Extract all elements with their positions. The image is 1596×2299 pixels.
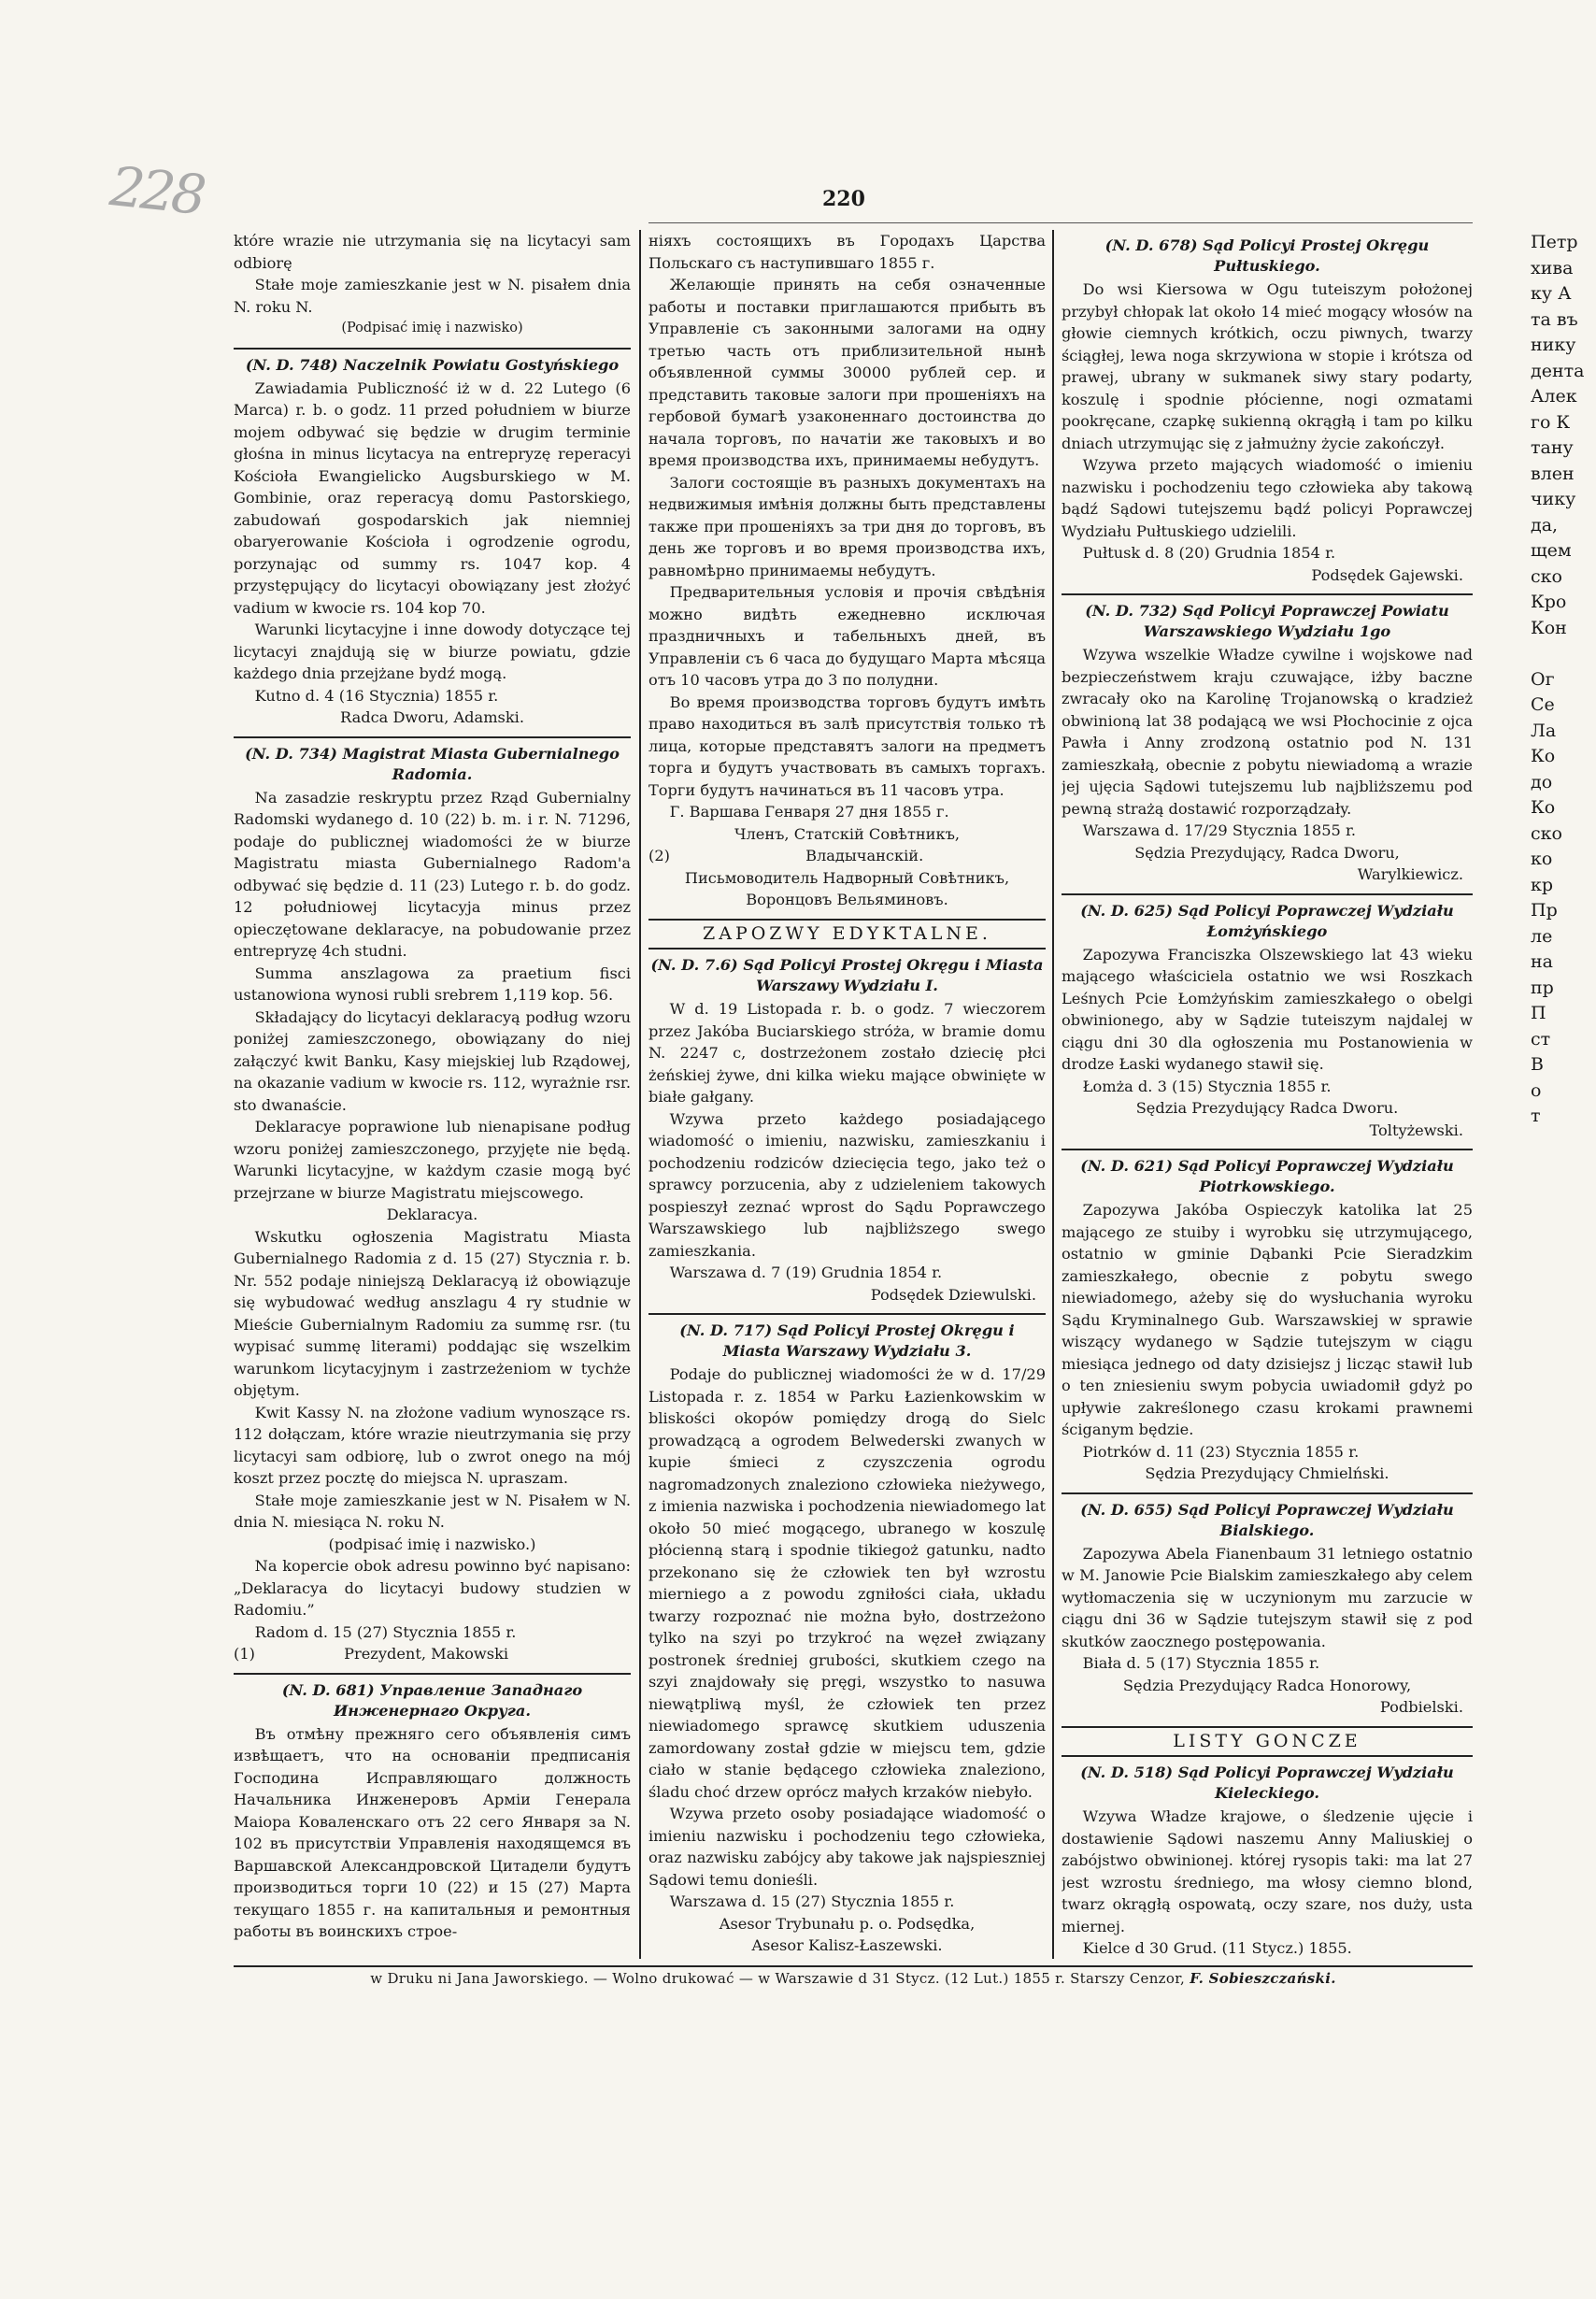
notice-n706 [648, 955, 1046, 1306]
notice-body: Желающіе принять на себя означенные работы и поставки приглашаются прибыть въ Управленіе съ законными залогами на одну третью часть отъ приблизительной нынѣ объявленной суммы 30000 рублей сер. и представить таковые залоги при прошеніяхъ на гербовой бумагѣ узаконеннаго достоинства до начала торговъ, по начатіи же таковыхъ и во время производства ихъ, принимаемы небудутъ. [648, 276, 1046, 469]
notice-separator [1062, 1492, 1473, 1494]
strip-line: ко [1531, 849, 1553, 869]
notice-signature: Sędzia Prezydujący, Radca Dworu, [1134, 843, 1400, 862]
strip-line: ст [1531, 1028, 1551, 1050]
notice-n732 [1062, 601, 1473, 886]
carry-text: ніяхъ состоящихъ въ Городахъ Царства Польскаго съ наступившаго 1855 г. [648, 232, 1046, 272]
notice-n678 [1062, 236, 1473, 586]
notice-body: Zapozywa Abela Fianenbaum 31 letniego ostatnio w M. Janowie Pcie Bialskim zamieszkałego aby celem wytłomaczenia się w uczynionym mu zarzucie w ciągu dni 36 w Sądzie tutejszym stawił się z pod skutków zaocznego postępowania. [1062, 1544, 1473, 1650]
notice-n734 [234, 744, 631, 1665]
imprint-line [234, 1970, 1473, 1987]
notice-n518 [1062, 1763, 1473, 1962]
notice-header: (N. D. 732) Sąd Policyi Poprawczej Powiatu Warszawskiego Wydziału 1go [1085, 602, 1449, 640]
strip-line: т [1531, 1106, 1541, 1126]
residence-line: Stałe moje zamieszkanie jest w N. pisałem dnia N. roku N. [234, 276, 631, 316]
notice-signature: Podsędek Gajewski. [1311, 565, 1463, 584]
notice-marker: (1) [234, 1645, 255, 1663]
notice-n681 [234, 1680, 631, 1943]
notice-signature: Asesor Kalisz-Łaszewski. [751, 1936, 943, 1954]
notice-body: Na zasadzie reskryptu przez Rząd Gubernialny Radomski wydanego d. 10 (22) b. m. i r. N. 71296, podaje do publicznej wiadomości że w biurze Magistratu miasta Gubernialnego Radom'a odbywać się będzie d. 11 (23) Lutego r. b. do godz. 12 południowej licytacyja minus przez opieczętowane deklaracye, na pobudowanie przez entrepryzę 4ch studni. [234, 788, 631, 960]
strip-line: Ла [1531, 720, 1557, 741]
notice-signature: Sędzia Prezydujący Radca Honorowy, [1122, 1676, 1412, 1694]
section-banner-edicts: ZAPOZWY EDYKTALNE. [648, 919, 1046, 950]
strip-line: ско [1531, 565, 1562, 587]
notice-place-date: Warszawa d. 15 (27) Stycznia 1855 r. [669, 1892, 955, 1910]
notice-header: (N. D. 681) Управление Западнаго Инженернаго Округа. [281, 1680, 583, 1720]
notice-place-date: Pułtusk d. 8 (20) Grudnia 1854 r. [1082, 544, 1336, 562]
column-divider-2 [1052, 230, 1054, 1959]
notice-body: Wskutku ogłoszenia Magistratu Miasta Gubernialnego Radomia z d. 15 (27) Stycznia r. b. Nr. 552 podaje niniejszą Deklaracyą iż obowiązuje się wybudować według anszlagu 4 ry studnie w Mieście Gubernialnym Radomiu za summę rsr. (tu wypisać summę literami) poddając się wszelkim warunkom licytacyjnym i zastrzeżeniom w tychże objętym. [234, 1227, 631, 1399]
notice-n655 [1062, 1500, 1473, 1719]
notice-body: Zapozywa Jakóba Ospieczyk katolika lat 25 mającego ze stuiby i wyrobku się utrzymującego, ostatnio w gminie Dąbanki Pcie Sieradzkim zamieszkałego, obecnie z pobytu swego niewiadomego, ażeby się do wysłuchania wyroku Sądu Kryminalnego Gub. Warszawskiej w sprawie wiszący wydanego w Sądzie tutejszym w ciągu miesiąca jednego od daty dzisiejsz j licząc stawił lub o ten zniesieniu swym pobycia uwiadomił gdyż po upływie zakreślonego czasu krokami prawnemi ściganym będzie. [1062, 1201, 1473, 1438]
notice-body: Wzywa Władze krajowe, o śledzenie ujęcie i dostawienie Sądowi naszemu Anny Maliuskiej o zabójstwo obwinionej. której rysopis taki: ma lat 27 jest wzrostu średniego, ma włosy ciemno blond, twarz okrągłą ospowatą, oczy szare, nos duży, usta miernej. [1062, 1807, 1473, 1935]
notice-signature [1062, 1960, 1473, 1963]
notice-body: Zapozywa Franciszka Olszewskiego lat 43 wieku mającego właściciela ostatnio we wsi Roszkach Leśnych Pcie Łomżyńskim zamieszkałego o obelgi obwinionego, aby w Sądzie tuteiszym najdalej w ciągu dni 30 dla ogłoszenia mu Postanowienia w drodze Łaski wydanego stawił się. [1062, 945, 1473, 1073]
strip-line: ку А [1531, 283, 1572, 304]
strip-line: нику [1531, 335, 1576, 355]
notice-body: Na kopercie obok adresu powinno być napisano: „Deklaracya do licytacyi budowy studzien w Radomiu.” [234, 1557, 631, 1619]
notice-header: (N. D. 518) Sąd Policyi Poprawczej Wydziału Kieleckiego. [1080, 1764, 1454, 1802]
declaration-heading: Deklaracya. [386, 1206, 478, 1223]
notice-body: Wzywa przeto mających wiadomość o imieniu nazwisku i pochodzeniu tego człowieka aby takową bądź Sądowi tutejszemu bądź policyi Poprawczej Wydziału Pułtuskiego udzielili. [1062, 456, 1473, 540]
notice-body: Warunki licytacyjne i inne dowody dotyczące tej licytacyi znajdują się w biurze powiatu, gdzie każdego dnia przejżane bydź mogą. [234, 621, 631, 682]
notice-signature: Sędzia Prezydujący Chmielński. [1145, 1464, 1389, 1482]
notice-signature: Podsędek Dziewulski. [870, 1285, 1036, 1304]
notice-header: (N. D. 621) Sąd Policyi Poprawczej Wydziału Piotrkowskiego. [1080, 1157, 1454, 1195]
notice-signature: Воронцовъ Вельяминовъ. [746, 891, 948, 908]
notice-signature: Sędzia Prezydujący Radca Dworu. [1135, 1099, 1399, 1117]
strip-line: го К [1531, 411, 1571, 433]
page-number: 220 [822, 187, 865, 211]
strip-line: влен [1531, 463, 1575, 484]
strip-line [1531, 641, 1596, 667]
strip-line: пр [1531, 977, 1554, 998]
notice-body: W d. 19 Listopada r. b. o godz. 7 wieczorem przez Jakóba Buciarskiego stróża, w bramie domu N. 2247 c, dostrzeżonem zostało dziecię płci żeńskiej żywe, dni kilka wieku mające obwinięte w białe gałgany. [648, 1000, 1046, 1106]
column-3 [1062, 230, 1473, 1962]
notice-header: (N. D. 7.6) Sąd Policyi Prostej Okręgu i Miasta Warszawy Wydziału I. [650, 956, 1044, 994]
notice-body: Wzywa przeto osoby posiadające wiadomość o imieniu nazwisku i pochodzeniu tego człowieka, oraz nazwisku zabójcy aby takowe jak najspieszniej Sądowi temu donieśli. [648, 1805, 1046, 1889]
notice-body: Do wsi Kiersowa w Ogu tuteiszym położonej przybył chłopak lat około 14 mieć mogący włosów na głowie ciemnych krótkich, oczu piwnych, twarzy ściągłej, lewa noga skrzywiona w stopie i krótsza od prawej, ubrany w sukmanek siwy stary podarty, koszulę i spodnie płócienne, nogi ozmatami pookręcane, czapkę sukienną okrągłą i tam po kilku dniach utrzymując się z jałmużny życie zakończył. [1062, 280, 1473, 452]
strip-line: щем [1531, 540, 1572, 561]
notice-separator [648, 1313, 1046, 1315]
column-divider-1 [639, 230, 641, 1959]
notice-separator [234, 1673, 631, 1675]
strip-line: на [1531, 951, 1553, 972]
notice-n621 [1062, 1156, 1473, 1485]
notice-body: Wzywa wszelkie Władze cywilne i wojskowe nad bezpieczeństwem kraju czuwające, iżby baczne zwracały oko na Karolinę Trojanowską o kradzież obwinioną lat 38 podającą we wsi Płochocinie z ojca Pawła i Anny zrodzoną ostatnio pod N. 131 zamieszkałą, obecnie z pobytu niewiadomą a wrazie jej ujęcia Sądowi tutejszemu lub najbliższemu pod pewną strażą dostawić rozporządzały. [1062, 646, 1473, 818]
notice-place-date: Warszawa d. 7 (19) Grudnia 1854 r. [669, 1264, 943, 1281]
strip-line: Се [1531, 694, 1555, 715]
strip-line: Пр [1531, 900, 1558, 921]
censor-name: F. Sobieszczański. [1190, 1970, 1336, 1987]
notice-body: Wzywa przeto każdego posiadającego wiadomość o imieniu, nazwisku, zamieszkaniu i pochodzeniu rodziców dziecięcia tego, jako też o sprawcy porzucenia, aby z udzieleniem takowych pospieszył zeznać wprost do Sądu Poprawczego Warszawskiego lub najbliższego swego zamieszkania. [648, 1109, 1046, 1260]
notice-signature: Членъ, Статскій Совѣтникъ, [734, 824, 961, 843]
notice-signature: Письмоводитель Надворный Совѣтникъ, [684, 868, 1010, 887]
strip-line: Петр [1531, 232, 1578, 252]
notice-body: Summa anszlagowa za praetium fisci ustanowiona wynosi rubli srebrem 1,119 kop. 56. [234, 964, 631, 1004]
strip-line: В [1531, 1054, 1544, 1075]
notice-body: Kwit Kassy N. na złożone vadium wynoszące rs. 112 dołączam, które wrazie nieutrzymania się przy licytacyi sam odbiorę, lub o zwrot onego na mój koszt przez pocztę do miejsca N. upraszam. [234, 1403, 631, 1487]
strip-line: чику [1531, 489, 1576, 509]
notice-place-date: Kutno d. 4 (16 Stycznia) 1855 r. [254, 686, 499, 705]
notice-signature: Prezydent, Makowski [344, 1645, 509, 1663]
signature-hint: (Podpisać imię i nazwisko) [341, 321, 523, 336]
strip-line: Кон [1531, 617, 1567, 638]
strip-line: да, [1531, 514, 1559, 535]
notice-place-date: Warszawa d. 17/29 Stycznia 1855 r. [1082, 821, 1357, 839]
notice-separator [1062, 893, 1473, 895]
notice-body: Во время производства торговъ будутъ имѣть право находиться въ залѣ присутствія только тѣ лица, которые представятъ залоги на предметъ торга и будутъ участвовать въ самыхъ торгахъ. Торги будутъ начинаться въ 11 часовъ утра. [648, 693, 1046, 799]
strip-line: Ко [1531, 746, 1556, 766]
notice-signature: Podbielski. [1379, 1698, 1463, 1716]
notice-place-date: Г. Варшава Генваря 27 дня 1855 г. [669, 803, 949, 821]
notice-header: (N. D. 678) Sąd Policyi Prostej Okręgu Pułtuskiego. [1104, 236, 1430, 275]
notice-body: (podpisać imię i nazwisko.) [328, 1535, 536, 1553]
notice-separator [234, 736, 631, 738]
strip-line: дента [1531, 360, 1585, 381]
notice-place-date: Piotrków d. 11 (23) Stycznia 1855 r. [1082, 1442, 1360, 1461]
strip-line: ле [1531, 925, 1553, 947]
notice-separator [1062, 593, 1473, 595]
notice-body: Залоги состоящіе въ разныхъ документахъ на недвижимыя имѣнія должны быть представлены также при прошеніяхъ за три дня до торговъ, въ день же торговъ и во время производства ихъ, равномѣрно принимаемы небудутъ. [648, 473, 1046, 579]
column-2 [648, 230, 1046, 1962]
notice-header: (N. D. 625) Sąd Policyi Poprawczej Wydziału Łomżyńskiego [1080, 901, 1454, 940]
notice-body: Предварительныя условія и прочія свѣдѣнія можно видѣть ежедневно исключая праздничныхъ и табельныхъ дней, въ Управленіи съ 6 часа до будущаго Марта мѣсяца отъ 10 часовъ утра до 3 по полудни. [648, 583, 1046, 689]
notice-signature: Asesor Trybunału p. o. Podsędka, [719, 1914, 976, 1933]
strip-line: Алек [1531, 386, 1577, 407]
handwritten-page-note: 228 [107, 154, 207, 227]
bottom-rule [234, 1965, 1473, 1967]
column-1 [234, 230, 631, 1962]
strip-line: тану [1531, 437, 1574, 458]
next-page-edge-strip [1531, 230, 1596, 1735]
notice-body: Deklaracye poprawione lub nienapisane podług wzoru poniżej zamieszczonego, przyjęte nie będą. Warunki licytacyjne, w każdym czasie mogą być przejrzane w biurze Magistratu miejscowego. [234, 1118, 631, 1202]
strip-line: П [1531, 1003, 1546, 1023]
notice-place-date: Biała d. 5 (17) Stycznia 1855 r. [1082, 1654, 1320, 1672]
section-banner-wanted: LISTY GONCZE [1062, 1726, 1473, 1758]
notice-body: Zawiadamia Publiczność iż w d. 22 Lutego (6 Marca) r. b. o godz. 11 przed południem w biurze mojem odbywać się będzie w drugim terminie głośna in minus licytacya na entrepryzę reperacyi Kościoła Ewangielicko Augsburskiego w M. Gombinie, oraz reperacyą domu Pastorskiego, zabudowań gospodarskich jak niemniej obaryerowanie Kościoła i ogrodzenie ogrodu, porzynając od summy rs. 1047 kop. 4 przystępujący do licytacyi obowiązany jest złożyć vadium w kwocie rs. 104 kop 70. [234, 378, 631, 617]
notice-body: Podaje do publicznej wiadomości że w d. 17/29 Listopada r. z. 1854 w Parku Łazienkowskim w bliskości okopów pomiędzy drogą do Sielc prowadzącą a ogrodem Belwederski zwanych w kupie śmieci z czyszczenia ogrodu nagromadzonych znaleziono człowieka nieżywego, z imienia nazwiska i pochodzenia niewiadomego lat około 50 mieć mogącego, ubranego w koszulę płócienną starą i spodnie tikiegoż gatunku, nadto przekonano się że człowiek ten był wzrostu mierniego a z powodu zgniłości ciała, układu twarzy rozpoznać nie można było, dostrzeżono tylko na szyi po trzykroć na węzeł związany postronek średniej grubości, skutkiem czego na szyi znajdowały się pręgi, wszystko to nasuwa niewątpliwą myśl, że człowiek ten przez niewiadomego sprawcę skutkiem uduszenia zamordowany został gdzie w miejscu tem, gdzie ciało w stanie będącego człowieka znaleziono, śladu choć drzew oprócz małych krzaków niebyło. [648, 1365, 1046, 1801]
notice-separator [1062, 1149, 1473, 1150]
notice-signature: Radca Dworu, Adamski. [340, 708, 524, 726]
notice-header: (N. D. 717) Sąd Policyi Prostej Okręgu i Miasta Warszawy Wydziału 3. [679, 1321, 1015, 1360]
notice-signature: Warylkiewicz. [1357, 865, 1463, 883]
notice-place-date: Radom d. 15 (27) Stycznia 1855 r. [254, 1622, 517, 1641]
notice-n717 [648, 1321, 1046, 1957]
top-rule [648, 222, 1473, 223]
strip-line: Кро [1531, 592, 1567, 612]
notice-signature: Toltyżewski. [1369, 1121, 1463, 1139]
notice-body: Składający do licytacyi deklaracyą podług wzoru poniżej zamieszczonego, obowiązany do niej załączyć kwit Banku, Kasy miejskiej lub Rządowej, na okazanie vadium w kwocie rs. 112, wyrażnie rsr. sto dwanaście. [234, 1007, 631, 1114]
notice-header: (N. D. 655) Sąd Policyi Poprawczej Wydziału Bialskiego. [1080, 1500, 1454, 1539]
strip-line: хива [1531, 257, 1574, 278]
notice-marker: (2) [648, 847, 670, 864]
notice-body: Stałe moje zamieszkanie jest w N. Pisałem w N. dnia N. miesiąca N. roku N. [234, 1491, 631, 1531]
notice-header: (N. D. 748) Naczelnik Powiatu Gostyńskiego [245, 355, 620, 374]
strip-line: та въ [1531, 308, 1578, 330]
strip-line: кр [1531, 874, 1554, 895]
notice-signature-line [648, 845, 1046, 867]
notice-signature: Владычанскій. [805, 847, 924, 864]
strip-line: Ко [1531, 797, 1556, 818]
notice-place-date: Łomża d. 3 (15) Stycznia 1855 r. [1082, 1077, 1332, 1095]
notice-body: Въ отмѣну прежняго сего объявленія симъ извѣщаетъ, что на основаніи предписанія Господина Исправляющаго должность Начальника Инженеровъ Арміи Генерала Маіора Коваленскаго отъ 22 сего Января за N. 102 въ присутствіи Управленія находящемся въ Варшавской Александровской Цитадели будутъ производиться торги 10 (22) и 15 (27) Марта текущаго 1855 г. на капитальныя и ремонтныя работы въ воинскихъ строе- [234, 1724, 631, 1940]
notice-separator [234, 348, 631, 350]
carry-text: które wrazie nie utrzymania się na licytacyi sam odbiorę [234, 232, 631, 272]
strip-line: о [1531, 1079, 1542, 1101]
notice-n625 [1062, 901, 1473, 1142]
strip-line: до [1531, 771, 1553, 793]
notice-place-date: Kielce d 30 Grud. (11 Stycz.) 1855. [1082, 1939, 1352, 1957]
notice-signature-line [234, 1643, 631, 1665]
imprint-text: w Druku ni Jana Jaworskiego. — Wolno drukować — w Warszawie d 31 Stycz. (12 Lut.) 1855 r. Starszy Cenzor, [370, 1970, 1186, 1987]
notice-n748 [234, 355, 631, 729]
strip-line: Ог [1531, 668, 1555, 690]
strip-line: ско [1531, 822, 1562, 844]
notice-header: (N. D. 734) Magistrat Miasta Gubernialnego Radomia. [245, 744, 620, 783]
